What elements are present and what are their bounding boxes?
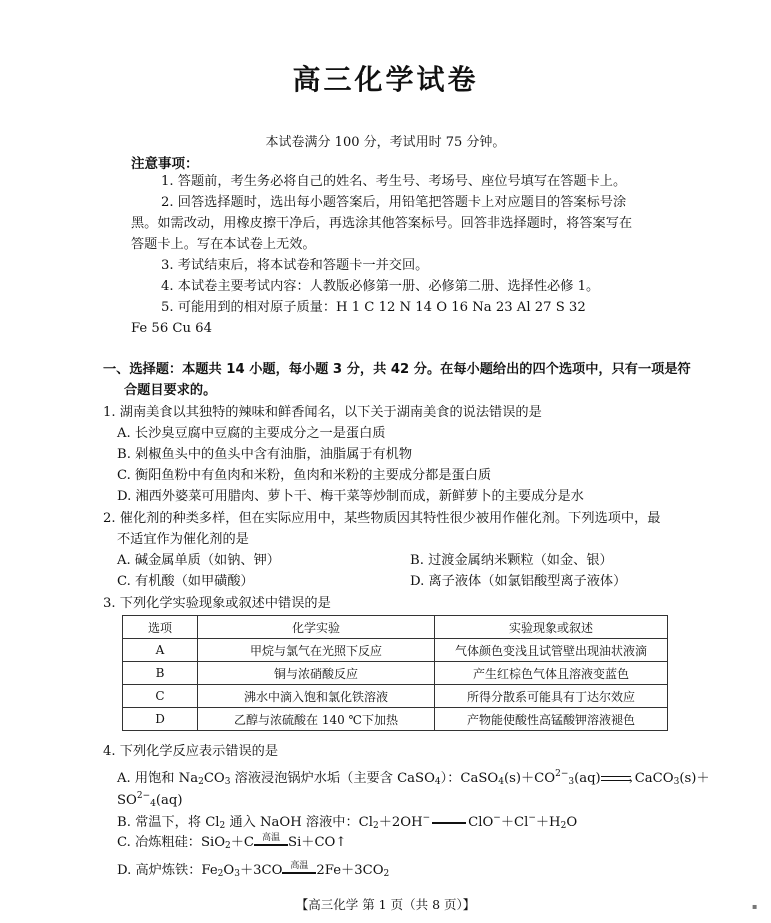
table-row <box>123 662 668 685</box>
q4-c-text: Si＋CO↑ <box>288 835 347 850</box>
subscript: 2 <box>372 821 379 831</box>
q4-option-c <box>117 833 346 856</box>
page-footer: 【高三化学 第 1 页（共 8 页）】 <box>295 897 476 912</box>
q2-option-c: C. 有机酸（如甲磺酸） <box>117 574 254 589</box>
superscript: − <box>528 813 536 823</box>
table-cell: 乙醇与浓硫酸在 140 ℃下加热 <box>198 708 435 731</box>
q4-b-text: ClO <box>468 815 494 830</box>
table-row <box>123 708 668 731</box>
table-cell: 气体颜色变浅且试管壁出现油状液滴 <box>435 639 668 662</box>
reaction-condition <box>254 832 288 850</box>
q4-b-text: 通入 NaOH 溶液中：Cl <box>225 815 373 830</box>
q2-option-b: B. 过渡金属纳米颗粒（如金、银） <box>410 553 613 568</box>
q1-option-a: A. 长沙臭豆腐中豆腐的主要成分之一是蛋白质 <box>117 426 386 441</box>
notice-line-2: 2. 回答选择题时，选出每小题答案后，用铅笔把答题卡上对应题目的答案标号涂 <box>161 195 627 210</box>
q4-d-text: O <box>223 863 235 878</box>
notice-line-6: 4. 本试卷主要考试内容：人教版必修第一册、必修第二册、选择性必修 1。 <box>161 279 600 294</box>
q4-a-text: (s)＋ <box>679 771 710 786</box>
page-title: 高三化学试卷 <box>292 63 479 96</box>
q4-a-text: (aq) <box>155 793 183 808</box>
table-cell: D <box>123 708 198 731</box>
q2-stem-line1: 2. 催化剂的种类多样，但在实际应用中，某些物质因其特性很少被用作催化剂。下列选项中，最 <box>103 511 661 526</box>
table-cell: A <box>123 639 198 662</box>
q2-option-d: D. 离子液体（如氯铝酸型离子液体） <box>410 574 627 589</box>
q4-a-text: CaCO <box>634 771 674 786</box>
q4-d-text: D. 高炉炼铁：Fe <box>117 863 218 878</box>
q1-option-c: C. 衡阳鱼粉中有鱼肉和米粉，鱼肉和米粉的主要成分都是蛋白质 <box>117 468 492 483</box>
q4-d-text: ＋3CO <box>239 863 283 878</box>
table-cell: 所得分散系可能具有丁达尔效应 <box>435 685 668 708</box>
table-cell: C <box>123 685 198 708</box>
q4-option-b <box>117 808 577 836</box>
subscript: 2 <box>225 841 231 851</box>
table-cell: 沸水中滴入饱和氯化铁溶液 <box>198 685 435 708</box>
q4-c-text: ＋C <box>230 835 255 850</box>
condition-label: 高温 <box>262 832 281 843</box>
notice-line-4: 答题卡上。写在本试卷上无效。 <box>131 237 316 252</box>
notice-line-1: 1. 答题前，考生务必将自己的姓名、考生号、考场号、座位号填写在答题卡上。 <box>161 174 627 189</box>
q1-stem: 1. 湖南美食以其独特的辣味和鲜香闻名，以下关于湖南美食的说法错误的是 <box>103 405 542 420</box>
subscript: 2 <box>217 869 224 879</box>
q4-a-text: ）：CaSO <box>440 771 499 786</box>
q1-option-b: B. 剁椒鱼头中的鱼头中含有油脂，油脂属于有机物 <box>117 447 413 462</box>
q4-a-text: SO <box>117 793 137 808</box>
subscript: 2 <box>383 869 390 879</box>
condition-label: 高温 <box>290 860 309 871</box>
q4-b-text: O <box>566 815 578 830</box>
table-cell: 产物能使酸性高锰酸钾溶液褪色 <box>435 708 668 731</box>
table-header-cell: 实验现象或叙述 <box>435 616 668 639</box>
subscript: 2 <box>219 821 226 831</box>
notice-heading: 注意事项： <box>131 156 199 172</box>
subscript: 3 <box>568 777 575 787</box>
superscript: 2− <box>136 791 151 801</box>
table-row <box>123 639 668 662</box>
q4-option-a <box>117 764 710 792</box>
subscript: 3 <box>224 777 231 787</box>
table-cell: 产生红棕色气体且溶液变蓝色 <box>435 662 668 685</box>
q1-option-d: D. 湘西外婆菜可用腊肉、萝卜干、梅干菜等炒制而成，新鲜萝卜的主要成分是水 <box>117 489 584 504</box>
notice-line-5: 3. 考试结束后，将本试卷和答题卡一并交回。 <box>161 258 429 273</box>
q4-a-text: (s)＋CO <box>503 771 556 786</box>
table-header-cell: 选项 <box>123 616 198 639</box>
section-heading-line1: 一、选择题：本题共 14 小题，每小题 3 分，共 42 分。在每小题给出的四个选项中，只有一项是符 <box>103 362 691 377</box>
q4-b-text: B. 常温下，将 Cl <box>117 815 220 830</box>
subscript: 3 <box>673 777 680 787</box>
q4-option-d <box>117 861 389 884</box>
q4-b-text: ＋2OH <box>378 815 423 830</box>
superscript: 2− <box>555 769 569 779</box>
equals-line-icon <box>432 822 466 824</box>
subscript: 2 <box>560 821 567 831</box>
q4-a-text: A. 用饱和 Na <box>117 771 199 786</box>
table-header-cell: 化学实验 <box>198 616 435 639</box>
table-cell: 铜与浓硝酸反应 <box>198 662 435 685</box>
q2-stem-line2: 不适宜作为催化剂的是 <box>117 532 249 547</box>
q4-b-text: ＋H <box>535 815 561 830</box>
notice-line-8: Fe 56 Cu 64 <box>131 321 212 336</box>
q4-d-text: 2Fe＋3CO <box>316 863 384 878</box>
notice-line-7: 5. 可能用到的相对原子质量：H 1 C 12 N 14 O 16 Na 23 Al 27 S 32 <box>161 300 586 315</box>
subscript: 2 <box>198 777 204 787</box>
equilibrium-arrow-icon: › <box>601 774 635 784</box>
q3-stem: 3. 下列化学实验现象或叙述中错误的是 <box>103 596 331 611</box>
subscript: 4 <box>498 777 504 787</box>
notice-line-3: 黑。如需改动，用橡皮擦干净后，再选涂其他答案标号。回答非选择题时，将答案写在 <box>131 216 633 231</box>
q3-table <box>122 615 668 731</box>
q4-c-text: C. 冶炼粗硅：SiO <box>117 835 226 850</box>
q4-b-text: ＋Cl <box>500 815 529 830</box>
q4-stem: 4. 下列化学反应表示错误的是 <box>103 744 279 759</box>
subscript: 3 <box>234 869 240 879</box>
q2-option-a: A. 碱金属单质（如钠、钾） <box>117 553 280 568</box>
q4-a-text: 溶液浸泡锅炉水垢（主要含 CaSO <box>230 771 435 786</box>
subscript: 4 <box>150 799 156 809</box>
exam-meta: 本试卷满分 100 分，考试用时 75 分钟。 <box>265 135 506 150</box>
table-cell: 甲烷与氯气在光照下反应 <box>198 639 435 662</box>
superscript: − <box>422 813 431 823</box>
table-cell: B <box>123 662 198 685</box>
q4-a-text: CO <box>203 771 225 786</box>
section-heading-line2: 合题目要求的。 <box>124 383 217 398</box>
superscript: − <box>493 813 501 823</box>
table-header-row <box>123 616 668 639</box>
table-row <box>123 685 668 708</box>
corner-mark: ▪ <box>752 902 758 911</box>
q4-a-text: (aq) <box>574 771 601 786</box>
subscript: 4 <box>434 777 441 787</box>
reaction-condition <box>282 860 316 878</box>
